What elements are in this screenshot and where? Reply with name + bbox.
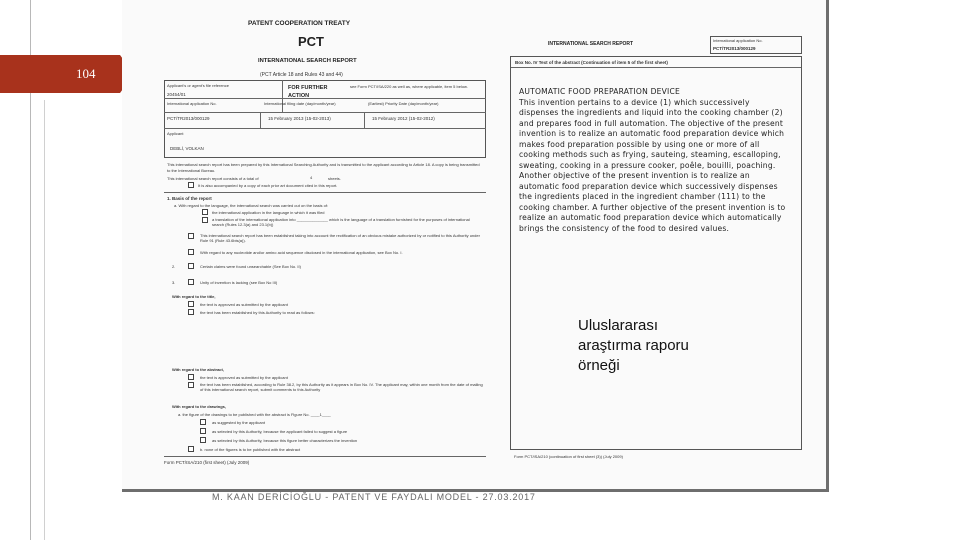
box-title: Box No. IV Text of the abstract (Continuation of item 5 of the first sheet)	[515, 60, 668, 65]
caption-line-1: Uluslararası	[578, 317, 659, 334]
basis-title: 1. Basis of the report	[167, 196, 212, 201]
scanned-report-image	[122, 0, 829, 492]
item6-a2: as selected by this Authority, because the applicant failed to suggest a figure	[212, 429, 348, 434]
further-action-label: FOR FURTHER ACTION	[288, 85, 328, 99]
abstract-heading: AUTOMATIC FOOD PREPARATION DEVICE	[519, 87, 680, 96]
basis-a: a. With regard to the language, the international search was carried out on the basis of:	[174, 203, 329, 208]
continuation-footer: Form PCT/ISA/210 (continuation of first sheet (3)) (July 2009)	[514, 454, 623, 459]
continuation-sheet	[510, 36, 802, 460]
continuation-title: INTERNATIONAL SEARCH REPORT	[548, 41, 634, 47]
basis-c: With regard to any nucleotide and/or amino acid sequence disclosed in the international application, see Box No. I.	[200, 250, 403, 255]
slide-number-tab	[0, 55, 120, 93]
continuation-app-no-label: International application No.	[713, 38, 763, 43]
transmitted-note: This international search report has been prepared by this International Searching Authority and is transmitted to the applicant according to Article 18. A copy is being transmitted to the International Bureau.	[167, 162, 480, 173]
sheets-note: This international search report consists of a total of	[167, 176, 259, 181]
sheets-value: 4	[310, 175, 313, 180]
item4-a: the text is approved as submitted by the applicant	[200, 302, 288, 307]
first-sheet: PATENT COOPERATION TREATY PCT INTERNATIONAL SEARCH REPORT (PCT Article 18 and Rules 43 and 44) Applicant's or agent's file reference 20454/01 FOR FURTHER ACTION see Form PCT/ISA/220 as well as, where applicable, item 5 below. International application No. International filing date (day/month/year) (Earliest) Priority Date (day/month/year) PCT/TR2013/000129 15 February 2013 (15-02-2013) 15 February 2012 (15-02-2012) Applicant DEBLİ, VOLKAN This international search report has been prepared by this International Searching Authority and is transmitted to the applicant according to Article 18. A copy is being transmitted to the International Bureau. This international search report consists of a total of 4 sheets. It is also accompanied by a copy of each prior art document cited in this report. 1. Basis of the report a. With regard to the language, the international search was carried out on the basis of: the international application in the language in which it was filed a translation of the international application into ______________ which is the language of a translation furnished for the purposes of international search (Rules 12.3(a) and 23.1(b)) This international search report has been established taking into account the rectification of an obvious mistake authorized by or notified to this Authority under Rule 91 (Rule 43.6bis(a)). With regard to any nucleotide and/or amino acid sequence disclosed in the international application, see Box No. I. 2. Certain claims were found unsearchable (See Box No. II) 3. Unity of invention is lacking (see Box No III) With regard to the title, the text is approved as submitted by the applicant the text has been established by this Authority to read as follows: With regard to the abstract, the text is approved as submitted by the applicant the text has been established, according to Rule 38.2, by this Authority as it appears in Box No. IV. The applicant may, within one month from the date of mailing of this international search report, submit comments to this Authority With regard to the drawings, a. the figure of the drawings to be published with the abstract is Figure No. ____1____ as suggested by the applicant as selected by this Authority, because the applicant failed to suggest a figure as selected by this Authority, because this figure better characterizes the invention b. none of the figures is to be published with the abstract Form PCT/ISA/210 (first sheet) (July 2009)	[160, 14, 490, 474]
intl-app-no-label: International application No.	[167, 101, 217, 106]
article-ref: (PCT Article 18 and Rules 43 and 44)	[260, 72, 343, 78]
item5-a: the text is approved as submitted by the applicant	[200, 375, 288, 380]
first-sheet-footer: Form PCT/ISA/210 (first sheet) (July 2009)	[164, 460, 250, 465]
item6-b: b. none of the figures is to be published with the abstract	[200, 447, 301, 452]
caption-line-2: araştırma raporu	[578, 337, 689, 354]
priority-date-label: (Earliest) Priority Date (day/month/year)	[368, 101, 439, 106]
item2-text: Certain claims were found unsearchable (See Box No. II)	[200, 264, 301, 269]
slide-caption	[578, 316, 689, 376]
basis-a2: a translation of the international application into ______________ which is the language of a translation furnished for the purposes of international search (Rules 12.3(a) and 23.1(b))	[212, 217, 470, 227]
item6-a1: as suggested by the applicant	[212, 420, 265, 425]
intl-filing-date-label: International filing date (day/month/year)	[264, 101, 336, 106]
item6-a3: as selected by this Authority, because this figure better characterizes the invention	[212, 438, 358, 443]
slide-number: 104	[76, 66, 96, 81]
item4-b: the text has been established by this Authority to read as follows:	[200, 310, 315, 315]
applicant-ref-label: Applicant's or agent's file reference	[167, 83, 230, 88]
intl-filing-date-value: 15 February 2013 (15-02-2013)	[268, 116, 331, 121]
basis-a1: the international application in the language in which it was filed	[212, 210, 325, 215]
abstract-body: This invention pertains to a device (1) which successively dispenses the ingredients and liquid into the cooking chamber (2) and prepares food in full automation. The objective of the present invention is to realize an automatic food preparation device which makes food preparation possible by using one or more of all cooking methods such as frying, sauteing, steaming, escalloping, sweating, cooking in a pressure cooker, poêle, bouilli, poaching. Another objective of the present invention is to realize an automatic food preparation device which successively dispenses the ingredients placed in the ingredient chamber (111) to the cooking chamber. A further objective of the present invention is to realize an automatic food preparation device which automatically brings the consistency of the food to desired values.	[519, 97, 786, 233]
copy-note: It is also accompanied by a copy of each prior art document cited in this report.	[198, 183, 338, 188]
item5-title: With regard to the abstract,	[172, 367, 224, 372]
item6-a: a. the figure of the drawings to be published with the abstract is Figure No. ____1____	[178, 412, 331, 417]
item3-text: Unity of invention is lacking (see Box No III)	[200, 280, 278, 285]
intl-app-no-value: PCT/TR2013/000129	[167, 116, 210, 121]
item4-title: With regard to the title,	[172, 294, 216, 299]
slide-footer: M. KAAN DERİCİOĞLU - PATENT VE FAYDALI MODEL - 27.03.2017	[212, 492, 536, 502]
item5-b: the text has been established, according to Rule 38.2, by this Authority as it appears in Box No. IV. The applicant may, within one month from the date of mailing of this international search report, submit comments to this Authority	[200, 382, 483, 392]
sheets-suffix: sheets.	[328, 176, 341, 181]
item6-title: With regard to the drawings,	[172, 404, 226, 409]
applicant-value: DEBLİ, VOLKAN	[170, 146, 204, 151]
applicant-label: Applicant	[167, 131, 184, 136]
treaty-title: PATENT COOPERATION TREATY	[248, 20, 351, 27]
basis-b: This international search report has been established taking into account the rectification of an obvious mistake authorized by or notified to this Authority under Rule 91 (Rule 43.6bis(a)).	[200, 233, 480, 243]
applicant-ref-value: 20454/01	[167, 92, 186, 97]
pct-title: PCT	[298, 34, 324, 49]
report-title: INTERNATIONAL SEARCH REPORT	[258, 58, 357, 64]
abstract-text	[519, 87, 789, 234]
abstract-box	[510, 56, 802, 450]
caption-line-3: örneği	[578, 357, 620, 374]
further-action-note: see Form PCT/ISA/220 as well as, where applicable, item 5 below.	[350, 84, 468, 89]
continuation-app-no-value: PCT/TR2013/000129	[713, 46, 756, 51]
priority-date-value: 15 February 2012 (15-02-2012)	[372, 116, 435, 121]
slide-guide-line-secondary	[44, 100, 45, 540]
